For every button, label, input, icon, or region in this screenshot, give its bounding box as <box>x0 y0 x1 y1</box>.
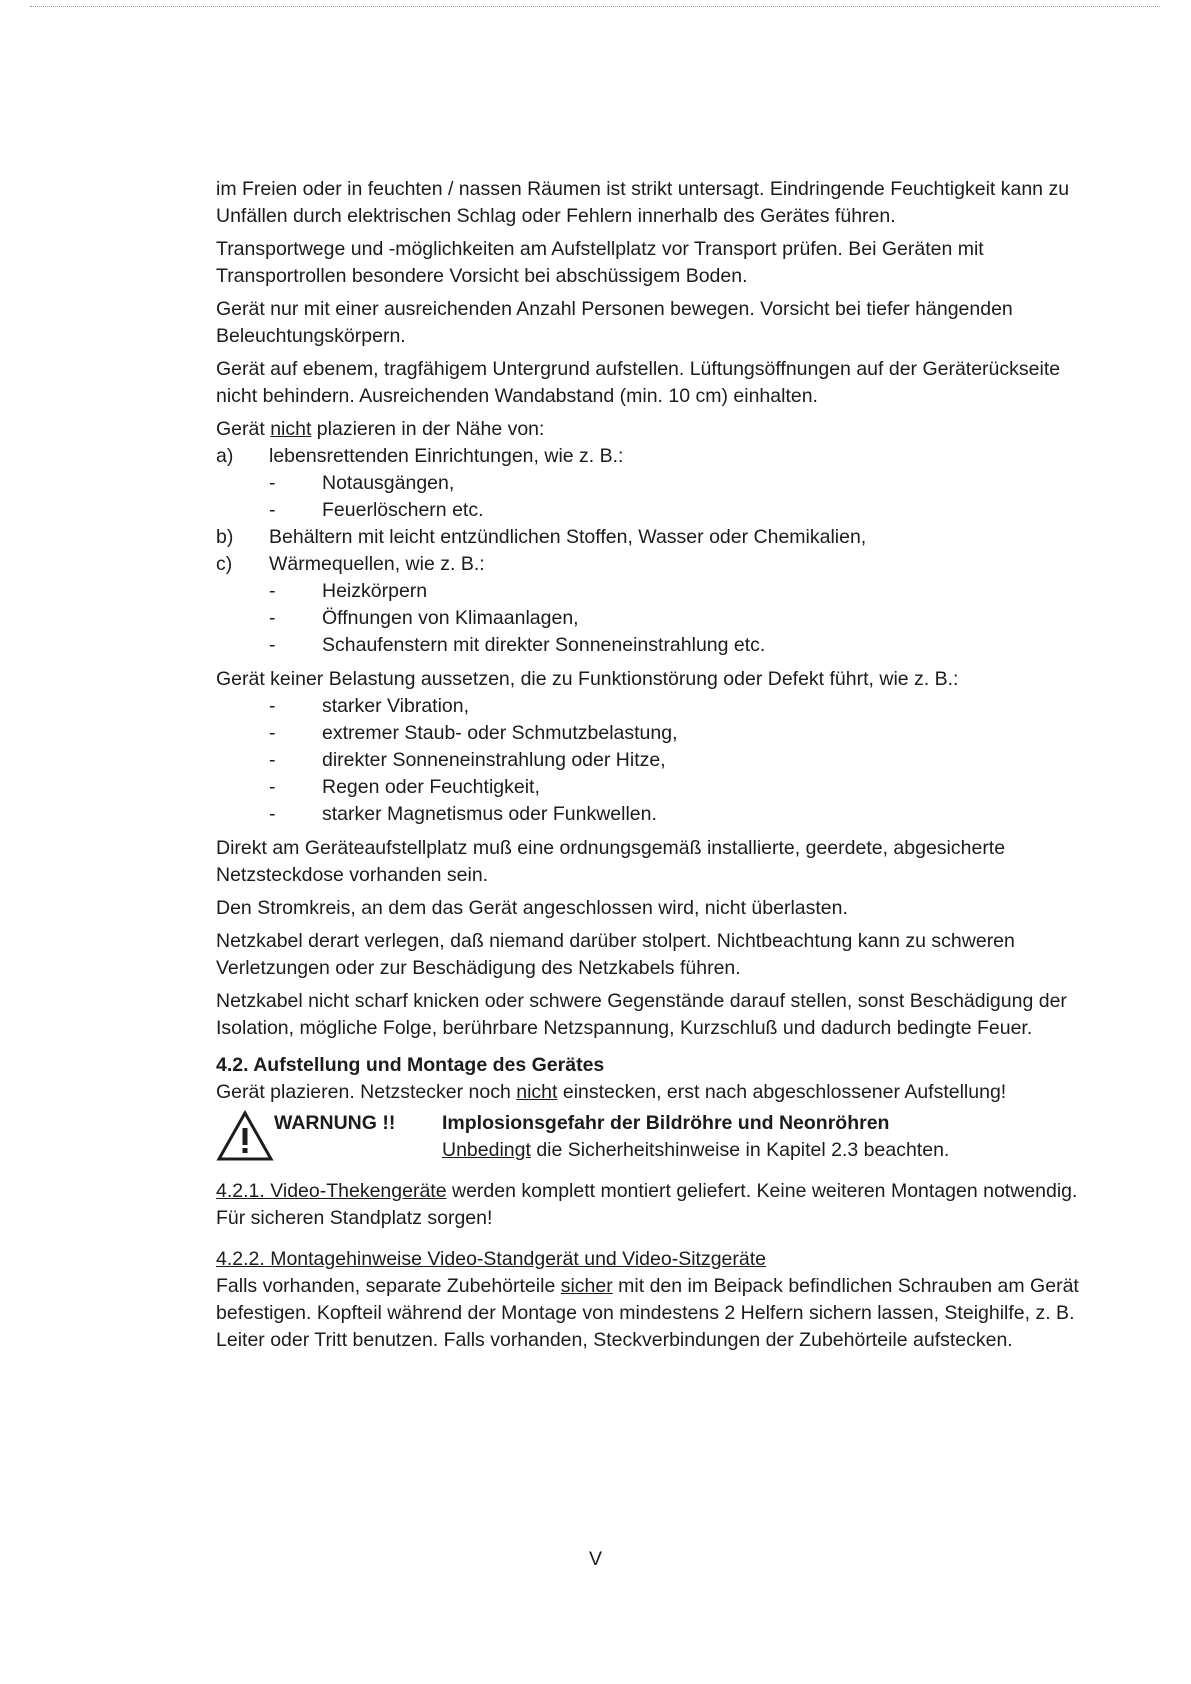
list-item: a) lebensrettenden Einrichtungen, wie z. B.: <box>216 443 1096 470</box>
warning-text: WARNUNG !! Implosionsgefahr der Bildröhre und Neonröhren Unbedingt die Sicherheitshinweise in Kapitel 2.3 beachten. <box>274 1112 950 1161</box>
warning-label: WARNUNG !! <box>274 1112 396 1134</box>
sub-list-item: - Schaufenstern mit direkter Sonneneinstrahlung etc. <box>269 634 766 656</box>
list-marker: b) <box>216 526 234 548</box>
paragraph: Transportwege und -möglichkeiten am Aufstellplatz vor Transport prüfen. Bei Geräten mit Transportrollen besondere Vorsicht bei abschüssigem Boden. <box>216 238 984 287</box>
paragraph: Direkt am Geräteaufstellplatz muß eine ordnungsgemäß installierte, geerdete, abgesicherte Netzsteckdose vorhanden sein. <box>216 837 1006 886</box>
sub-list-item: - direkter Sonneneinstrahlung oder Hitze, <box>269 749 666 771</box>
subsection-422-heading: 4.2.2. Montagehinweise Video-Standgerät und Video-Sitzgeräte <box>216 1248 766 1270</box>
list-item: c) Wärmequellen, wie z. B.: <box>216 551 1096 578</box>
sub-list-item: - starker Vibration, <box>269 695 470 717</box>
page-number: V <box>588 1548 602 1570</box>
subsection-422-text: Falls vorhanden, separate Zubehörteile sicher mit den im Beipack befindlichen Schrauben am Gerät befestigen. Kopfteil während der Montage von mindestens 2 Helfern sichern lassen, Steighilfe, z. B. Leiter oder Tritt benutzen. Falls vorhanden, Steckverbindungen der Zubehörteile aufstecken. <box>216 1275 1079 1351</box>
placement-list <box>216 443 1096 659</box>
warning-triangle-icon <box>216 1110 274 1162</box>
paragraph-placement-intro: Gerät nicht plazieren in der Nähe von: <box>216 418 545 440</box>
sub-list-item: - Heizkörpern <box>269 580 428 602</box>
section-intro: Gerät plazieren. Netzstecker noch nicht einstecken, erst nach abgeschlossener Aufstellung! <box>216 1081 1007 1103</box>
list-marker: a) <box>216 445 234 467</box>
subsection-421: 4.2.1. Video-Thekengeräte werden komplett montiert geliefert. Keine weiteren Montagen notwendig. Für sicheren Standplatz sorgen! <box>216 1180 1078 1229</box>
sub-list-item: - Notausgängen, <box>269 472 455 494</box>
sub-list-item: - Öffnungen von Klimaanlagen, <box>269 607 579 629</box>
warning-block <box>216 1110 1096 1164</box>
warning-title: Implosionsgefahr der Bildröhre und Neonröhren <box>442 1112 890 1134</box>
paragraph: Gerät nur mit einer ausreichenden Anzahl Personen bewegen. Vorsicht bei tiefer hängenden Beleuchtungskörpern. <box>216 298 1013 347</box>
paragraph: im Freien oder in feuchten / nassen Räumen ist strikt untersagt. Eindringende Feuchtigkeit kann zu Unfällen durch elektrischen Schlag oder Fehlern innerhalb des Gerätes führen. <box>216 178 1070 227</box>
section-heading: 4.2. Aufstellung und Montage des Gerätes <box>216 1054 605 1076</box>
paragraph: Netzkabel nicht scharf knicken oder schwere Gegenstände darauf stellen, sonst Beschädigung der Isolation, mögliche Folge, berührbare Netzspannung, Kurzschluß und dadurch bedingte Feuer. <box>216 990 1067 1039</box>
sub-list-item: - Feuerlöschern etc. <box>269 499 484 521</box>
sub-list-item: - extremer Staub- oder Schmutzbelastung, <box>269 722 678 744</box>
sub-list-item: - Regen oder Feuchtigkeit, <box>269 776 540 798</box>
sub-list-item: - starker Magnetismus oder Funkwellen. <box>269 803 657 825</box>
paragraph: Den Stromkreis, an dem das Gerät angeschlossen wird, nicht überlasten. <box>216 897 848 919</box>
paragraph: Gerät auf ebenem, tragfähigem Untergrund aufstellen. Lüftungsöffnungen auf der Geräterückseite nicht behindern. Ausreichenden Wandabstand (min. 10 cm) einhalten. <box>216 358 1061 407</box>
paragraph: Netzkabel derart verlegen, daß niemand darüber stolpert. Nichtbeachtung kann zu schweren Verletzungen oder zur Beschädigung des Netzkabels führen. <box>216 930 1015 979</box>
page-body <box>216 176 1096 1360</box>
list-marker: c) <box>216 553 233 575</box>
load-list <box>216 693 1096 828</box>
list-item: b) Behältern mit leicht entzündlichen Stoffen, Wasser oder Chemikalien, <box>216 524 1096 551</box>
paragraph: Gerät keiner Belastung aussetzen, die zu Funktionstörung oder Defekt führt, wie z. B.: <box>216 668 959 690</box>
subsection-heading: 4.2.1. Video-Thekengeräte <box>216 1180 447 1202</box>
scan-edge-line <box>30 6 1160 8</box>
